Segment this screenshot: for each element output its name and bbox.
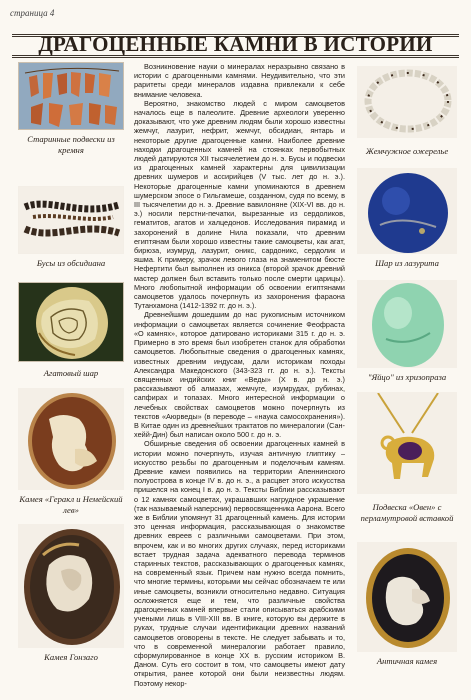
figure-agate-sphere — [18, 282, 124, 378]
caption-ram-pendant: Подвеска «Овен» с перламутровой вставкой — [360, 502, 454, 523]
ram-pendant-photo — [357, 392, 457, 494]
cameo-heracles-photo — [18, 388, 124, 490]
caption-chrysoprase-egg: "Яйцо" из хризопраза — [367, 372, 447, 382]
caption-obsidian-beads: Бусы из обсидиана — [36, 258, 106, 268]
agate-sphere-photo — [18, 282, 124, 362]
figure-flint-pendants — [18, 62, 124, 162]
antique-cameo-photo — [357, 542, 457, 652]
figure-gonzaga-cameo — [18, 524, 124, 662]
figure-obsidian-beads — [18, 186, 124, 274]
figure-chrysoprase-egg — [357, 280, 457, 384]
page-number: страница 4 — [10, 8, 55, 18]
obsidian-beads-photo — [18, 186, 124, 254]
caption-lapis-sphere: Шар из лазурита — [375, 258, 439, 268]
caption-flint-pendants: Старинные подвески из кремня — [27, 134, 115, 155]
paragraph: Вероятно, знакомство людей с миром самоцветов началось еще в палеолите. Древние археологи уверенно доказывают, что уже древним людям были хорошо известны жемчуг, лазурит, нефрит, жемчуг, обсидиан, янтарь и некоторые другие драгоценные камни. Наиболее древние находки драгоценных камней на стоянках первобытных людей датируются XII тысячелетием до н. э. Бусы и подвески из драгоценных камней характерны для цивилизации древних шумеров и ассирийцев (V тыс. лет до н. э.). Некоторые драгоценные камни упоминаются в древнем шумерском эпосе о Гильгамеше, созданном, судя по всему, в III тысячелетии до н. э. Древние вавилоняне (XIX-VI вв. до н. э.) носили перстни-печатки, вырезанные из сердоликов, гематитов, агатов и халцедонов. Исследования пирамид и захоронений в долине Нила показали, что древним египтянам были хорошо известны такие самоцветы, как агат, бирюза, изумруд, лазурит, оникс, сардоникс, сердолик и яшма. К примеру, зрачок левого глаза на знаменитом бюсте Нефертити был выполнен из оникса (второй зрачок древний мастер должен был вставить только после смерти царицы). Много любопытной информации об освоении египтянами самоцветов удалось почерпнуть из захоронения фараона Тутанхамона (1412-1392 гг. до н. э.). — [134, 98, 345, 311]
caption-heracles-cameo: Камея «Геракл и Немейский лев» — [19, 494, 123, 515]
caption-agate-sphere: Агатовый шар — [43, 368, 99, 378]
figure-heracles-cameo — [18, 388, 124, 514]
flint-pendants-photo — [18, 62, 124, 130]
caption-pearl-necklace: Жемчужное ожерелье — [365, 146, 449, 156]
pearl-necklace-photo — [357, 66, 457, 138]
figure-ram-pendant — [357, 392, 457, 530]
figure-lapis-sphere — [357, 168, 457, 272]
caption-gonzaga-cameo: Камея Гонзаго — [44, 652, 98, 662]
paragraph: Обширные сведения об освоении драгоценных камней в истории можно почерпнуть, изучая античную глиптику – искусство резьбы по драгоценным и поделочным камням. Древние камеи появились на территории Апеннинского полуострова в конце IV в. до н. э., а расцвет этого искусства пришелся на конец I в. до н. э. Тексты Библии рассказывают о 12 камнях самоцветах, украшавших нагрудное украшение (так называемый наперсник) первосвященника Аарона. Всего же в Библии упомянут 31 драгоценный камень. Для истории это ценная информация, рассказывающая о знакомстве древних евреев с различными самоцветами. При этом, впрочем, как и во многих других случаях, перед историками встает трудная задача адекватного перевода терминов старинных текстов, рассказывающих о драгоценных камнях, на современный язык. Причем нам нужно всегда помнить, что многие термины, которыми мы сейчас обозначаем те или иные самоцветы, возникли относительно недавно. Ситуация осложняется еще и тем, что различные свойства драгоценных камней впервые стали описываться арабскими учеными лишь в VIII-XIII вв. В книге, которую вы держите в руках, трудные случаи идентификации древних названий самоцветов оговорены в тексте. Не следует забывать и то, что в современной минералогии работает правило, сформулированное в конце XX в. русским историком В. Даном. Суть его состоит в том, что самоцветы имеют дату открытия, ранее которой они были неизвестны людям. Поэтому некор- — [134, 439, 345, 688]
paragraph: Древнейшим дошедшим до нас рукописным источником информации о самоцветах является сочинение Феофраста «О камнях», которое датировано историками 315 г. до н. э. Примерно в это время был изобретен станок для обработки самоцветов. Любопытные сведения о драгоценных камнях, известных древним индусам, дали историкам походы Александра Македонского (343-323 гг. до н. э.). Тексты священных индийских книг «Веды» (X в. до н. э.) рассказывают об алмазах, жемчуге, изумрудах, рубинах, сапфирах и топазах. Много интересной информации о лечебных свойствах самоцветов можно почерпнуть из текстов «Аюрведы» (в переводе – «наука самосохранения»). В Китае один из древнейших трактатов по минералогии (Сан-хейй-Дин) был написан около 500 г. до н. э. — [134, 310, 345, 440]
page-title: ДРАГОЦЕННЫЕ КАМНИ В ИСТОРИИ — [38, 32, 433, 56]
figure-antique-cameo — [357, 542, 457, 670]
lapis-sphere-photo — [357, 168, 457, 254]
paragraph: Возникновение науки о минералах неразрывно связано в истории с драгоценными камнями. Неудивительно, что эти раритеты среди минералов издавна привлекали к себе внимание человека. — [134, 62, 345, 99]
chrysoprase-egg-photo — [357, 280, 457, 368]
gonzaga-cameo-photo — [18, 524, 124, 648]
figure-pearl-necklace — [357, 66, 457, 160]
caption-antique-cameo: Античная камея — [376, 656, 438, 666]
article-body — [134, 62, 345, 692]
